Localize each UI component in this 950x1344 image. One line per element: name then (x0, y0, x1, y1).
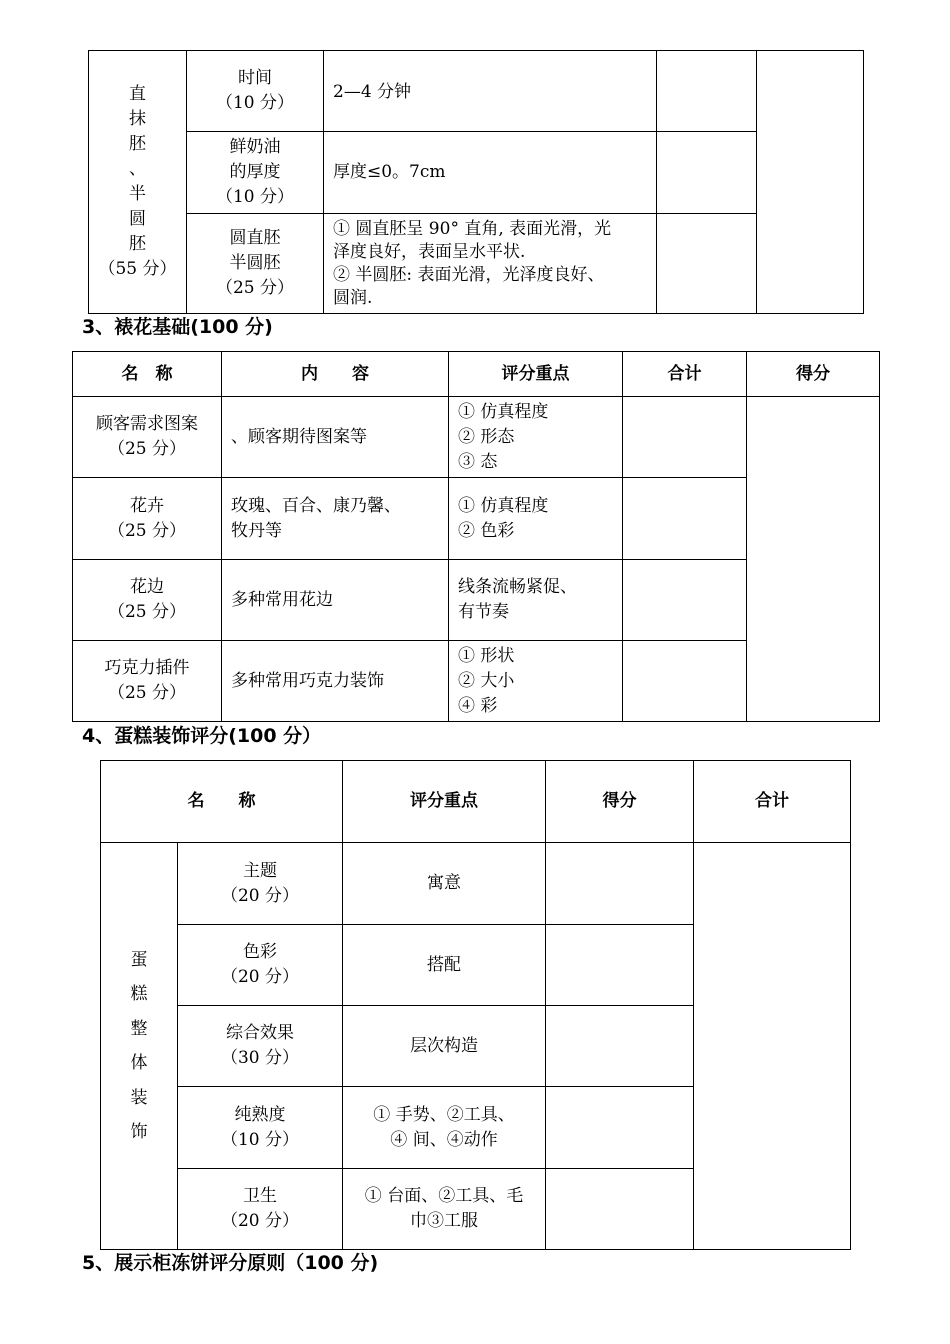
table-row (89, 214, 864, 314)
header-score: 得分 (747, 352, 880, 397)
table-header-row (73, 352, 880, 397)
item-name: 色彩 （20 分） (178, 925, 343, 1006)
section-3-heading: 3、裱花基础(100 分) (82, 316, 273, 338)
item-name: 时间 （10 分） (187, 51, 324, 132)
group-label-cell (89, 51, 187, 314)
table-row (89, 132, 864, 214)
item-points: ① 手势、②工具、 ④ 间、④动作 (343, 1087, 546, 1169)
total-cell (623, 641, 747, 722)
item-name: 鲜奶油 的厚度 （10 分） (187, 132, 324, 214)
table-row (101, 843, 851, 925)
item-content: 玫瑰、百合、康乃馨、 牧丹等 (222, 478, 449, 560)
header-name: 名 称 (73, 352, 222, 397)
item-points: ① 形状 ② 大小 ④ 彩 (449, 641, 623, 722)
item-points: ① 仿真程度 ② 形态 ③ 态 (449, 397, 623, 478)
header-score: 得分 (546, 761, 694, 843)
item-points: 线条流畅紧促、 有节奏 (449, 560, 623, 641)
group-label: 蛋 糕 整 体 装 饰 (130, 949, 148, 1142)
section-4-heading: 4、蛋糕装饰评分(100 分） (82, 725, 322, 747)
item-content: 、顾客期待图案等 (222, 397, 449, 478)
score-cell (546, 1006, 694, 1087)
group-label: 直 抹 胚 、 半 圆 胚 （55 分） (98, 84, 177, 279)
header-content: 内 容 (222, 352, 449, 397)
item-points: 搭配 (343, 925, 546, 1006)
item-content: 厚度≤0。7cm (324, 132, 657, 214)
item-content: ① 圆直胚呈 90° 直角, 表面光滑，光 泽度良好，表面呈水平状. ② 半圆胚: 表面光滑，光泽度良好、 圆润. (324, 214, 657, 314)
score-cell (546, 925, 694, 1006)
table-section-4 (100, 760, 851, 1250)
item-points: 层次构造 (343, 1006, 546, 1087)
score-cell (546, 1087, 694, 1169)
item-content: 多种常用巧克力装饰 (222, 641, 449, 722)
total-cell (694, 843, 851, 1250)
score-cell (747, 397, 880, 722)
score-cell (546, 1169, 694, 1250)
table-row (73, 397, 880, 478)
total-cell (623, 478, 747, 560)
total-cell (757, 51, 864, 314)
item-name: 主题 （20 分） (178, 843, 343, 925)
total-cell (623, 397, 747, 478)
item-name: 综合效果 （30 分） (178, 1006, 343, 1087)
table-row (89, 51, 864, 132)
item-points: ① 仿真程度 ② 色彩 (449, 478, 623, 560)
table-header-row (101, 761, 851, 843)
item-content: 多种常用花边 (222, 560, 449, 641)
item-name: 花卉 （25 分） (73, 478, 222, 560)
item-points: 寓意 (343, 843, 546, 925)
table-section-3 (72, 351, 880, 722)
header-points: 评分重点 (449, 352, 623, 397)
item-name: 卫生 （20 分） (178, 1169, 343, 1250)
header-total: 合计 (623, 352, 747, 397)
header-points: 评分重点 (343, 761, 546, 843)
item-name: 顾客需求图案 （25 分） (73, 397, 222, 478)
item-name: 圆直胚 半圆胚 （25 分） (187, 214, 324, 314)
section-5-heading: 5、展示柜冻饼评分原则（100 分) (82, 1252, 379, 1274)
item-content: 2—4 分钟 (324, 51, 657, 132)
score-cell (657, 132, 757, 214)
item-name: 纯熟度 （10 分） (178, 1087, 343, 1169)
score-cell (657, 214, 757, 314)
item-points: ① 台面、②工具、毛 巾③工服 (343, 1169, 546, 1250)
score-cell (657, 51, 757, 132)
header-name: 名 称 (101, 761, 343, 843)
header-total: 合计 (694, 761, 851, 843)
total-cell (623, 560, 747, 641)
item-name: 花边 （25 分） (73, 560, 222, 641)
group-label-cell (101, 843, 178, 1250)
item-name: 巧克力插件 （25 分） (73, 641, 222, 722)
score-cell (546, 843, 694, 925)
table-section-2-tail (88, 50, 864, 314)
